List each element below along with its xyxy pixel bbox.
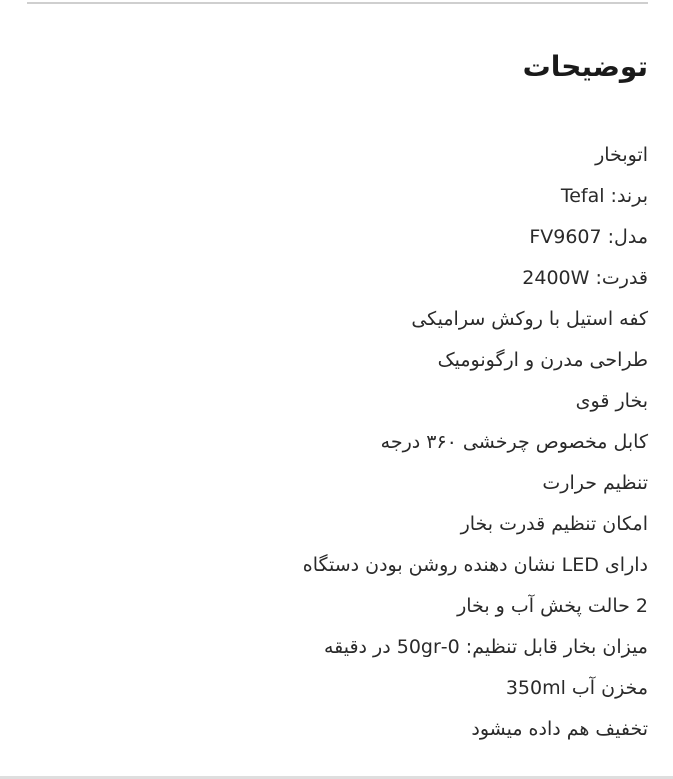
description-line: برند: Tefal — [560, 185, 648, 207]
description-line: مدل: FV9607 — [529, 226, 648, 248]
description-line: اتوبخار — [595, 144, 648, 166]
description-line: قدرت: 2400W — [522, 267, 648, 289]
description-line: تنظیم حرارت — [542, 472, 648, 494]
description-line: کفه استیل با روکش سرامیکی — [411, 308, 648, 330]
description-line: 2 حالت پخش آب و بخار — [457, 595, 648, 617]
top-divider — [27, 2, 648, 4]
description-line: مخزن آب 350ml — [505, 677, 648, 699]
section-title: توضیحات — [522, 50, 648, 83]
description-line: تخفیف هم داده میشود — [471, 718, 648, 740]
description-line: کابل مخصوص چرخشی ۳۶۰ درجه — [380, 431, 648, 453]
description-line: میزان بخار قابل تنظیم: 0-50gr در دقیقه — [323, 636, 648, 658]
description-line: دارای LED نشان دهنده روشن بودن دستگاه — [302, 554, 648, 576]
description-list — [303, 138, 648, 753]
description-line: امکان تنظیم قدرت بخار — [460, 513, 648, 535]
description-line: طراحی مدرن و ارگونومیک — [437, 349, 648, 371]
description-line: بخار قوی — [575, 390, 648, 412]
